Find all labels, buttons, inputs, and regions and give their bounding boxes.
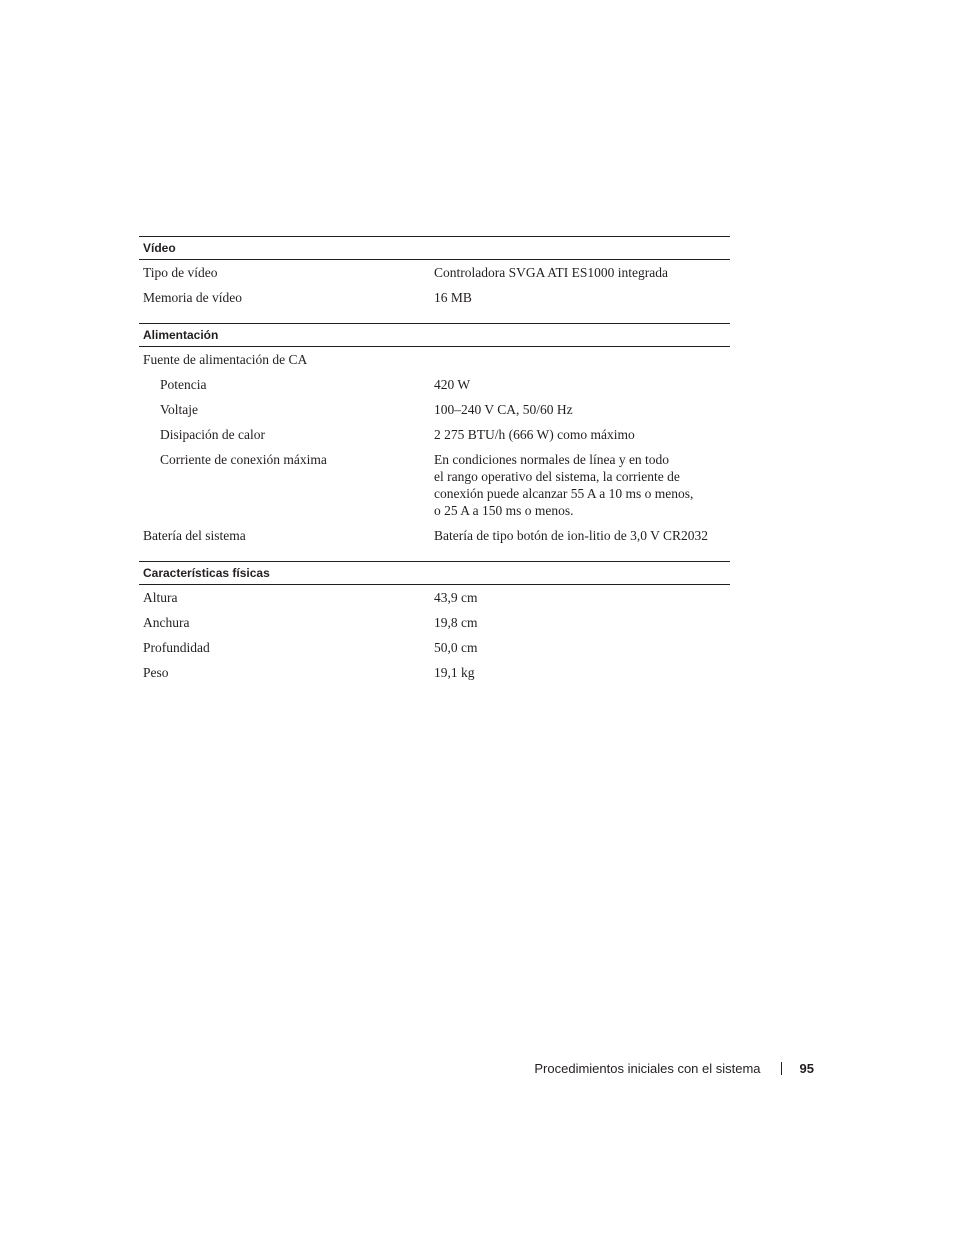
group-label: Fuente de alimentación de CA <box>143 352 308 367</box>
section-physical <box>139 561 730 685</box>
section-video <box>139 236 730 310</box>
table-row <box>139 285 730 310</box>
row-label: Peso <box>143 665 169 680</box>
row-label: Potencia <box>160 377 207 392</box>
table-row <box>139 635 730 660</box>
value-line: conexión puede alcanzar 55 A a 10 ms o menos, <box>434 486 694 501</box>
row-value: 19,8 cm <box>434 615 478 630</box>
row-value: 2 275 BTU/h (666 W) como máximo <box>434 427 635 442</box>
table-row <box>139 260 730 285</box>
page-number: 95 <box>799 1061 814 1076</box>
row-label: Voltaje <box>160 402 198 417</box>
table-row <box>139 397 730 422</box>
table-row <box>139 447 730 523</box>
row-value-multiline <box>434 451 730 519</box>
footer-chapter-title: Procedimientos iniciales con el sistema <box>534 1061 761 1076</box>
row-value: 100–240 V CA, 50/60 Hz <box>434 402 573 417</box>
table-row <box>139 585 730 610</box>
table-row <box>139 610 730 635</box>
table-row <box>139 372 730 397</box>
section-power <box>139 323 730 548</box>
row-label: Disipación de calor <box>160 427 265 442</box>
row-label: Tipo de vídeo <box>143 265 218 280</box>
table-row <box>139 422 730 447</box>
spec-table <box>139 236 730 698</box>
row-value: 50,0 cm <box>434 640 478 655</box>
group-label-row <box>139 347 730 372</box>
row-label: Corriente de conexión máxima <box>160 452 327 467</box>
row-label: Anchura <box>143 615 190 630</box>
row-label: Memoria de vídeo <box>143 290 242 305</box>
row-value: 43,9 cm <box>434 590 478 605</box>
table-row <box>139 660 730 685</box>
row-value: Batería de tipo botón de ion-litio de 3,0 V CR2032 <box>434 528 708 543</box>
value-line: o 25 A a 150 ms o menos. <box>434 503 574 518</box>
row-label: Altura <box>143 590 178 605</box>
section-title: Vídeo <box>139 236 730 260</box>
row-value: 19,1 kg <box>434 665 475 680</box>
section-title: Características físicas <box>139 561 730 585</box>
page-footer <box>534 1061 814 1076</box>
row-value: Controladora SVGA ATI ES1000 integrada <box>434 265 668 280</box>
value-line: En condiciones normales de línea y en todo <box>434 452 670 467</box>
section-title: Alimentación <box>139 323 730 347</box>
table-row <box>139 523 730 548</box>
footer-divider <box>781 1062 782 1075</box>
row-value: 420 W <box>434 377 471 392</box>
row-value: 16 MB <box>434 290 472 305</box>
value-line: el rango operativo del sistema, la corriente de <box>434 469 680 484</box>
row-label: Profundidad <box>143 640 210 655</box>
row-label: Batería del sistema <box>143 528 246 543</box>
